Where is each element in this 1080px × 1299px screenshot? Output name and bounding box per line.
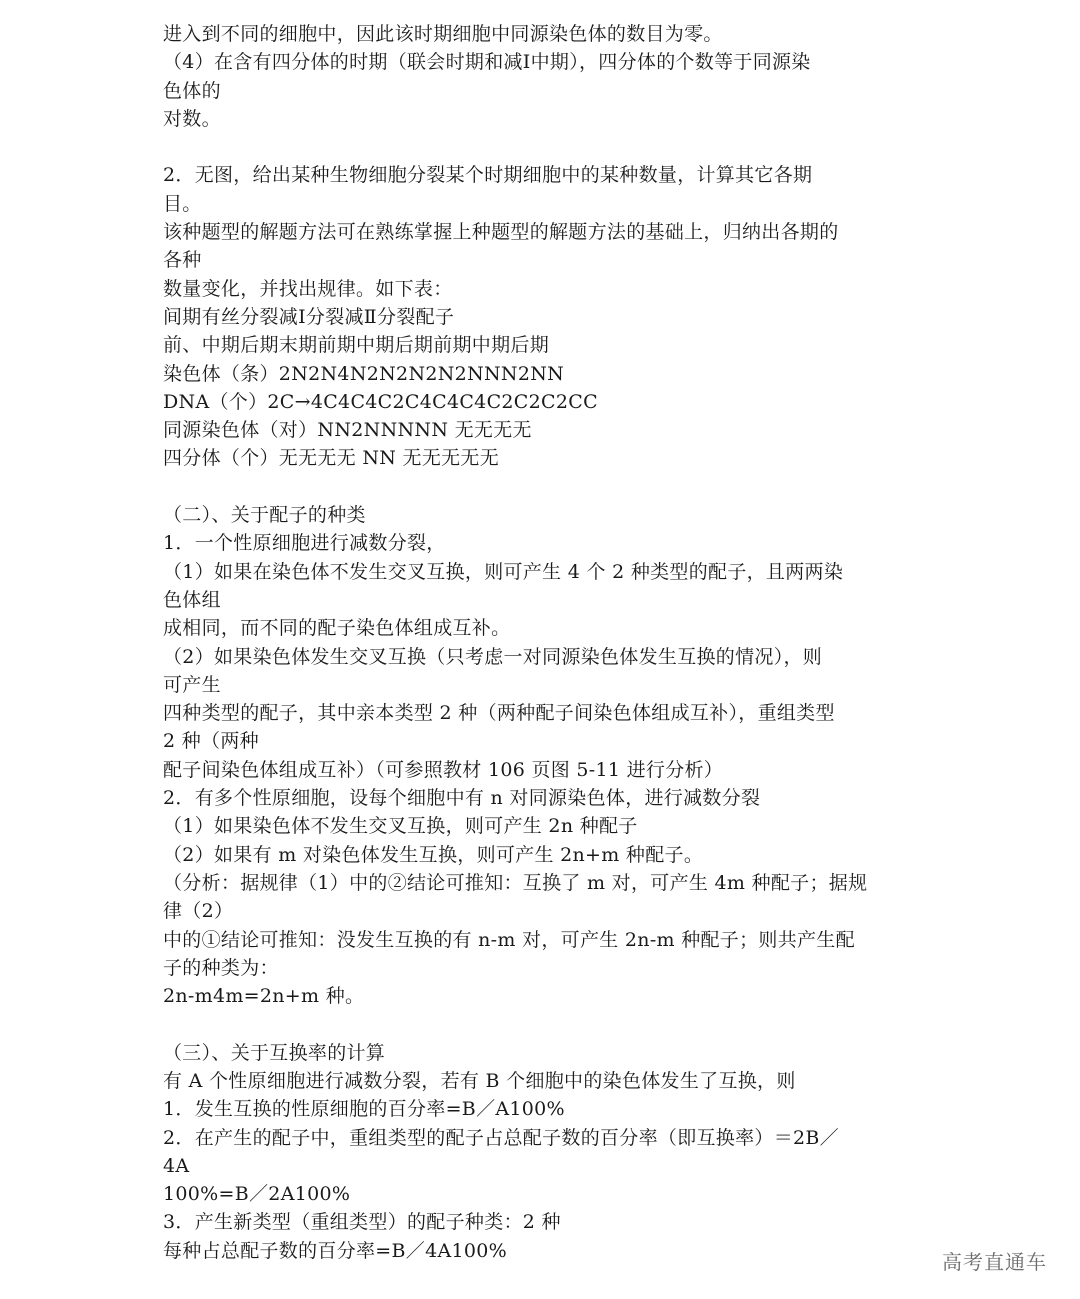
text-line: 1．一个性原细胞进行减数分裂， <box>163 532 446 555</box>
text-line: 色体的 <box>163 79 221 102</box>
text-line: （2）如果染色体发生交叉互换（只考虑一对同源染色体发生互换的情况），则 <box>163 645 823 668</box>
text-line: 配子间染色体组成互补）（可参照教材 106 页图 5-11 进行分析） <box>163 758 724 781</box>
text-line: 2．有多个性原细胞，设每个细胞中有 n 对同源染色体，进行减数分裂 <box>163 787 761 810</box>
table-header-line: 间期有丝分裂减Ⅰ分裂减Ⅱ分裂配子 <box>163 305 455 328</box>
section-heading: （二）、关于配子的种类 <box>163 504 366 527</box>
text-line: （1）如果染色体不发生交叉互换，则可产生 2n 种配子 <box>163 815 638 838</box>
table-row-line: DNA（个）2C→4C4C4C2C4C4C4C2C2C2CC <box>163 390 598 413</box>
text-line: 2 种（两种 <box>163 730 259 753</box>
text-line: 四种类型的配子，其中亲本类型 2 种（两种配子间染色体组成互补），重组类型 <box>163 702 835 725</box>
text-line: （2）如果有 m 对染色体发生互换，则可产生 2n+m 种配子。 <box>163 843 704 866</box>
text-line: （4）在含有四分体的时期（联会时期和减Ⅰ中期），四分体的个数等于同源染 <box>163 51 811 74</box>
text-line: 色体组 <box>163 588 221 611</box>
text-line: 子的种类为： <box>163 956 279 979</box>
text-line: 对数。 <box>163 107 221 130</box>
text-line: （分析：据规律（1）中的②结论可推知：互换了 m 对，可产生 4m 种配子；据规 <box>163 871 868 894</box>
text-line: 2．无图，给出某种生物细胞分裂某个时期细胞中的某种数量，计算其它各期 <box>163 164 813 187</box>
text-line: （1）如果在染色体不发生交叉互换，则可产生 4 个 2 种类型的配子，且两两染 <box>163 560 844 583</box>
document-body <box>163 20 923 1265</box>
text-line: 3．产生新类型（重组类型）的配子种类：2 种 <box>163 1211 561 1234</box>
text-line: 1．发生互换的性原细胞的百分率=B／A100% <box>163 1098 565 1121</box>
table-row-line: 同源染色体（对）NN2NNNNN 无无无无 <box>163 419 532 442</box>
blank-line <box>163 133 923 161</box>
blank-line <box>163 1010 923 1038</box>
text-line: 2n-m4m=2n+m 种。 <box>163 985 365 1008</box>
text-line: 进入到不同的细胞中，因此该时期细胞中同源染色体的数目为零。 <box>163 23 723 45</box>
table-header-line: 前、中期后期末期前期中期后期前期中期后期 <box>163 334 550 357</box>
text-line: 各种 <box>163 249 202 272</box>
text-line: 有 A 个性原细胞进行减数分裂，若有 B 个细胞中的染色体发生了互换，则 <box>163 1069 796 1092</box>
watermark: 高考直通车 <box>942 1250 1047 1274</box>
text-line: 每种占总配子数的百分率=B／4A100% <box>163 1239 508 1262</box>
text-line: 可产生 <box>163 673 221 696</box>
text-line: 100%=B／2A100% <box>163 1183 351 1206</box>
text-line: 成相同，而不同的配子染色体组成互补。 <box>163 617 511 640</box>
text-line: 该种题型的解题方法可在熟练掌握上种题型的解题方法的基础上，归纳出各期的 <box>163 221 839 244</box>
text-line: 中的①结论可推知：没发生互换的有 n-m 对，可产生 2n-m 种配子；则共产生配 <box>163 928 855 951</box>
text-line: 数量变化，并找出规律。如下表： <box>163 277 453 300</box>
table-row-line: 四分体（个）无无无无 NN 无无无无无 <box>163 447 500 470</box>
text-line: 2．在产生的配子中，重组类型的配子占总配子数的百分率（即互换率）＝2B／ <box>163 1126 839 1149</box>
text-line: 律（2） <box>163 900 234 923</box>
text-line: 4A <box>163 1154 190 1177</box>
table-row-line: 染色体（条）2N2N4N2N2N2N2NNN2NN <box>163 362 565 385</box>
text-line: 目。 <box>163 192 202 215</box>
blank-line <box>163 473 923 501</box>
section-heading: （三）、关于互换率的计算 <box>163 1041 386 1064</box>
